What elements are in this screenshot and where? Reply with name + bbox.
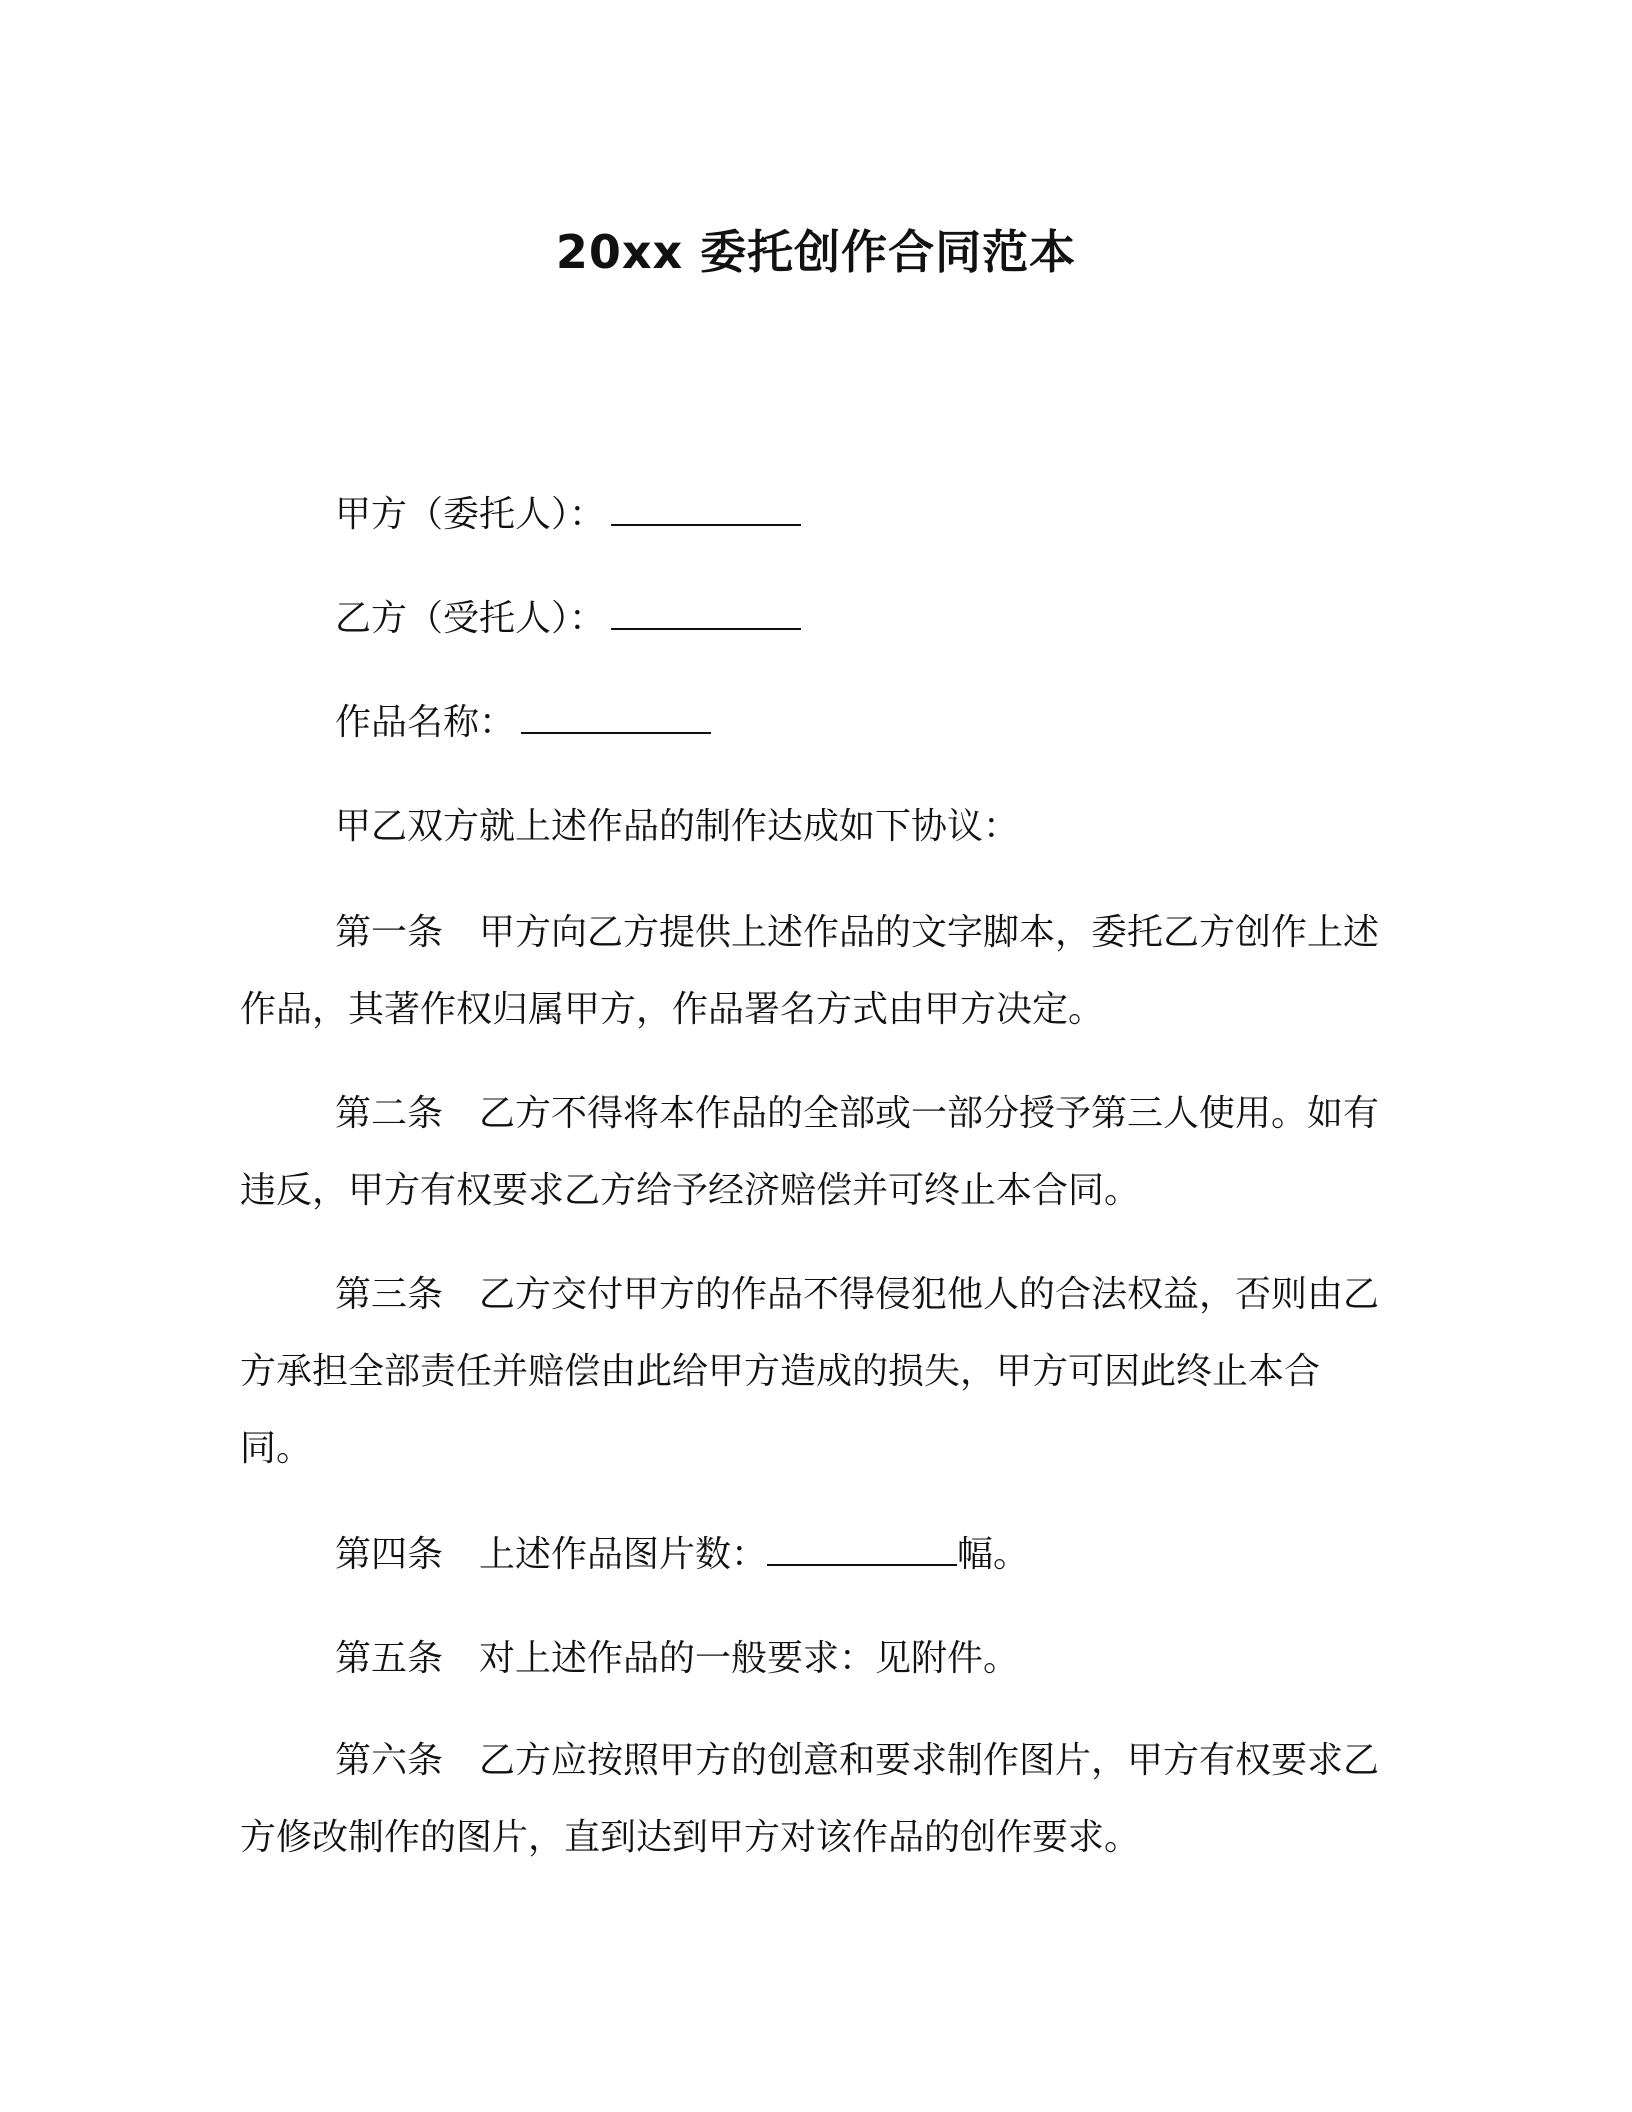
article-text: 对上述作品的一般要求：见附件。 [479, 1638, 1020, 1679]
article-number: 第六条 [335, 1740, 444, 1781]
party-b-field [335, 594, 801, 644]
article-number: 第二条 [335, 1093, 444, 1134]
image-count-blank [767, 1534, 957, 1566]
article-text-after: 幅。 [957, 1534, 1030, 1575]
article-6 [240, 1722, 1386, 1876]
intro-text: 甲乙双方就上述作品的制作达成如下协议： [335, 806, 1020, 847]
article-number: 第一条 [335, 912, 444, 953]
article-5 [240, 1620, 1386, 1697]
work-name-label: 作品名称： [335, 702, 516, 743]
document-title: 20xx 委托创作合同范本 [555, 225, 1077, 279]
article-number: 第五条 [335, 1638, 444, 1679]
article-text: 乙方交付甲方的作品不得侵犯他人的合法权益，否则由乙方承担全部责任并赔偿由此给甲方造成的损失，甲方可因此终止本合同。 [240, 1274, 1380, 1469]
article-text-before: 上述作品图片数： [479, 1534, 768, 1575]
party-b-label: 乙方（受托人）： [335, 598, 606, 639]
article-number: 第四条 [335, 1534, 444, 1575]
article-number: 第三条 [335, 1274, 444, 1315]
article-2 [240, 1075, 1386, 1229]
party-a-label: 甲方（委托人）： [335, 494, 606, 535]
article-3 [240, 1256, 1386, 1487]
party-a-blank [611, 494, 801, 526]
party-b-blank [611, 598, 801, 630]
article-text: 乙方应按照甲方的创意和要求制作图片，甲方有权要求乙方修改制作的图片，直到达到甲方对该作品的创作要求。 [240, 1740, 1380, 1858]
article-text: 甲方向乙方提供上述作品的文字脚本，委托乙方创作上述作品，其著作权归属甲方，作品署名方式由甲方决定。 [240, 912, 1380, 1030]
article-4 [240, 1516, 1386, 1593]
article-1 [240, 894, 1386, 1048]
work-name-blank [521, 702, 711, 734]
work-name-field [335, 698, 711, 748]
article-text: 乙方不得将本作品的全部或一部分授予第三人使用。如有违反，甲方有权要求乙方给予经济赔偿并可终止本合同。 [240, 1093, 1380, 1211]
party-a-field [335, 490, 801, 540]
